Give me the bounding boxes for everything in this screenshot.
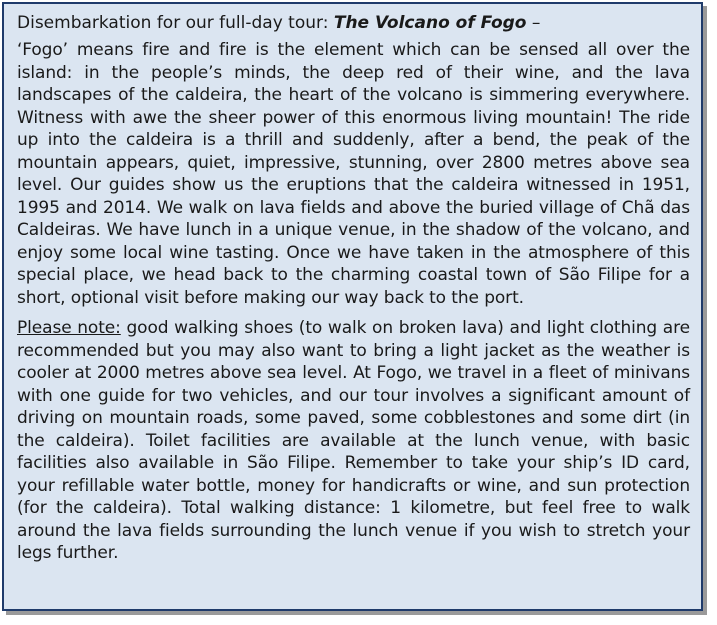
note-label: Please note: [17,318,121,338]
tour-title: The Volcano of Fogo [333,13,527,33]
tour-description-panel [2,2,703,611]
tour-heading [17,12,690,34]
tour-note-paragraph [17,317,690,565]
heading-prefix: Disembarkation for our full-day tour: [17,13,334,33]
heading-suffix: – [526,13,541,33]
tour-description-paragraph: ‘Fogo’ means fire and fire is the element which can be sensed all over the island: in the people’s minds, the deep red of their wine, and the lava landscapes of the caldeira, the heart of the volcano is simmering everywhere. Witness with awe the sheer power of this enormous living mountain! The ride up into the caldeira is a thrill and suddenly, after a bend, the peak of the mountain appears, quiet, impressive, stunning, over 2800 metres above sea level. Our guides show us the eruptions that the caldeira witnessed in 1951, 1995 and 2014. We walk on lava fields and above the buried village of Chã das Caldeiras. We have lunch in a unique venue, in the shadow of the volcano, and enjoy some local wine tasting. Once we have taken in the atmosphere of this special place, we head back to the charming coastal town of São Filipe for a short, optional visit before making our way back to the port. [17,40,690,308]
note-text: good walking shoes (to walk on broken lava) and light clothing are recommended but you may also want to bring a light jacket as the weather is cooler at 2000 metres above sea level. At Fogo, we travel in a fleet of minivans with one guide for two vehicles, and our tour involves a significant amount of driving on mountain roads, some paved, some cobblestones and some dirt (in the caldeira). Toilet facilities are available at the lunch venue, with basic facilities also available in São Filipe. Remember to take your ship’s ID card, your refillable water bottle, money for handicrafts or wine, and sun protection (for the caldeira). Total walking distance: 1 kilometre, but feel free to walk around the lava fields surrounding the lunch venue if you wish to stretch your legs further. [17,318,690,563]
